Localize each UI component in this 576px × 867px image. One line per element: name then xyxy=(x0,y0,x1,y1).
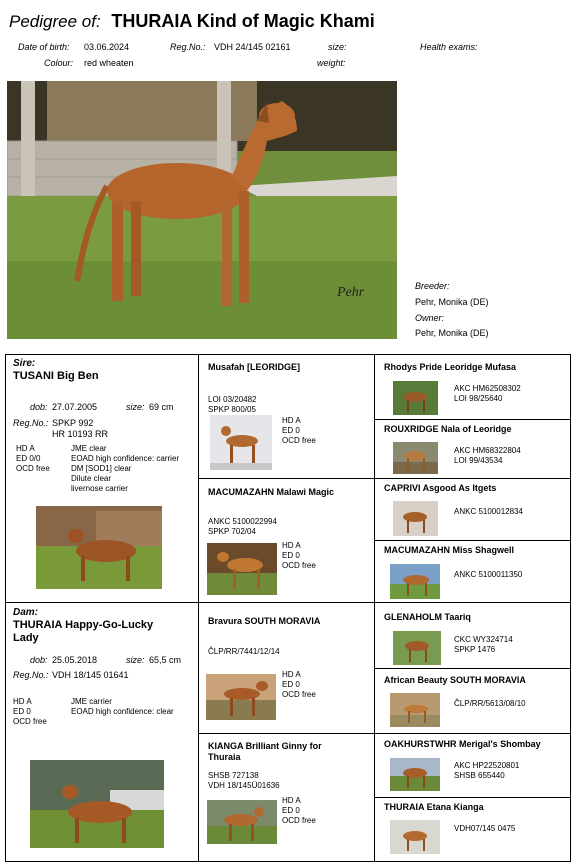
great-grandparent-3-name: CAPRIVI Asgood As Itgets xyxy=(384,483,497,493)
grandparent-2-reg: ANKC 5100022994 SPKP 702/04 xyxy=(208,517,277,536)
dob-label: Date of birth: xyxy=(18,42,70,52)
grandparent-4-name: KIANGA Brilliant Ginny for Thuraia xyxy=(208,741,322,762)
dam-name-line1: THURAIA Happy-Go-Lucky xyxy=(13,619,154,631)
great-grandparent-2-name: ROUXRIDGE Nala of Leoridge xyxy=(384,424,512,434)
regno-value: VDH 24/145 02161 xyxy=(214,42,291,52)
sire-size-label: size: xyxy=(126,402,145,412)
great-grandparent-8-reg: VDH07/145 0475 xyxy=(454,824,516,833)
great-grandparent-1-photo xyxy=(393,381,438,415)
dam-dob-label: dob: xyxy=(30,655,48,665)
dam-regno: VDH 18/145 01641 xyxy=(52,670,129,680)
great-grandparent-5-reg: CKC WY324714 SPKP 1476 xyxy=(454,635,513,654)
breeder-value: Pehr, Monika (DE) xyxy=(415,297,489,307)
dam-health-left: HD A ED 0 OCD free xyxy=(13,697,47,726)
dog-name: THURAIA Kind of Magic Khami xyxy=(111,11,375,31)
great-grandparent-4-photo xyxy=(390,564,440,599)
great-grandparent-2-reg: AKC HM68322804 LOI 99/43534 xyxy=(454,446,521,465)
great-grandparent-4-name: MACUMAZAHN Miss Shagwell xyxy=(384,545,515,555)
grandparent-4-reg: SHSB 727138 VDH 18/145Ü01636 xyxy=(208,771,280,790)
regno-label: Reg.No.: xyxy=(170,42,206,52)
great-grandparent-8-photo xyxy=(390,820,440,854)
weight-label: weight: xyxy=(317,58,346,68)
owner-label: Owner: xyxy=(415,313,445,323)
great-grandparent-8-name: THURAIA Etana Kianga xyxy=(384,802,484,812)
grandparent-1-name: Musafah [LEORIDGE] xyxy=(208,362,301,372)
dam-dob: 25.05.2018 xyxy=(52,655,98,665)
grandparent-3-name: Bravura SOUTH MORAVIA xyxy=(208,616,321,626)
breeder-label: Breeder: xyxy=(415,281,450,291)
size-label: size: xyxy=(328,42,347,52)
grandparent-1-photo xyxy=(210,415,272,470)
great-grandparent-6-name: African Beauty SOUTH MORAVIA xyxy=(384,675,526,685)
grandparent-2-photo xyxy=(207,543,277,595)
great-grandparent-6-photo xyxy=(390,693,440,727)
great-grandparent-7-reg: AKC HP22520801 SHSB 655440 xyxy=(454,761,520,780)
great-grandparent-6-reg: ČLP/RR/5613/08/10 xyxy=(454,699,526,708)
sire-regno1: SPKP 992 xyxy=(52,418,94,428)
great-grandparent-4-reg: ANKC 5100011350 xyxy=(454,570,523,579)
great-grandparent-7-name: OAKHURSTWHR Merigal's Shombay xyxy=(384,739,541,749)
great-grandparent-7-photo xyxy=(390,758,440,791)
great-grandparent-1-name: Rhodys Pride Leoridge Mufasa xyxy=(384,362,517,372)
main-dog-photo xyxy=(7,81,397,339)
sire-role: Sire: xyxy=(13,358,36,369)
dam-role: Dam: xyxy=(13,607,39,618)
sire-size: 69 cm xyxy=(149,402,174,412)
grandparent-4-photo xyxy=(207,800,277,844)
sire-regno-label: Reg.No.: xyxy=(13,418,49,428)
grandparent-1-health: HD A ED 0 OCD free xyxy=(282,416,316,445)
colour-value: red wheaten xyxy=(84,58,134,68)
great-grandparent-3-reg: ANKC 5100012834 xyxy=(454,507,523,516)
sire-dob: 27.07.2005 xyxy=(52,402,98,412)
sire-dob-label: dob: xyxy=(30,402,48,412)
page-title xyxy=(9,10,375,33)
dam-photo xyxy=(30,760,164,848)
owner-value: Pehr, Monika (DE) xyxy=(415,328,489,338)
photo-signature: Pehr xyxy=(337,285,365,300)
dam-regno-label: Reg.No.: xyxy=(13,670,49,680)
grandparent-2-name: MACUMAZAHN Malawi Magic xyxy=(208,487,335,497)
grandparent-4-health: HD A ED 0 OCD free xyxy=(282,796,316,825)
grandparent-1-reg: LOI 03/20482 SPKP 800/05 xyxy=(208,395,257,414)
dam-size-label: size: xyxy=(126,655,145,665)
grandparent-2-health: HD A ED 0 OCD free xyxy=(282,541,316,570)
sire-name: TUSANI Big Ben xyxy=(13,370,99,382)
sire-health-left: HD A ED 0/0 OCD free xyxy=(16,444,50,473)
great-grandparent-5-name: GLENAHOLM Taariq xyxy=(384,612,471,622)
health-exams-label: Health exams: xyxy=(420,42,478,52)
dob-value: 03.06.2024 xyxy=(84,42,130,52)
grandparent-3-reg: ČLP/RR/7441/12/14 xyxy=(208,647,280,656)
great-grandparent-2-photo xyxy=(393,442,438,474)
colour-label: Colour: xyxy=(44,58,74,68)
sire-photo xyxy=(36,506,162,589)
sire-health-right: JME clear EOAD high confidence: carrier DM [SOD1] clear Dilute clear livernose carrier xyxy=(71,444,180,493)
dam-size: 65,5 cm xyxy=(149,655,182,665)
dam-name-line2: Lady xyxy=(13,632,39,644)
great-grandparent-5-photo xyxy=(393,631,441,665)
grandparent-3-photo xyxy=(206,674,276,720)
pedigree-label: Pedigree of: xyxy=(9,12,101,31)
grandparent-3-health: HD A ED 0 OCD free xyxy=(282,670,316,699)
great-grandparent-3-photo xyxy=(393,501,438,536)
great-grandparent-1-reg: AKC HM62508302 LOI 98/25640 xyxy=(454,384,521,403)
dam-health-right: JME carrier EOAD high confidence: clear xyxy=(71,697,174,716)
sire-regno2: HR 10193 RR xyxy=(52,429,109,439)
